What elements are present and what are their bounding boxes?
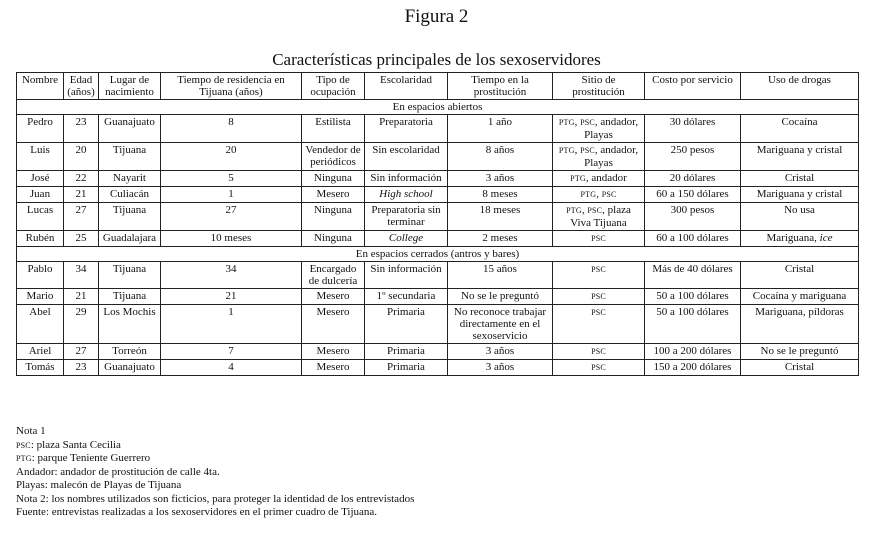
table-cell: Primaria xyxy=(365,360,448,376)
table-cell: 34 xyxy=(161,262,302,289)
table-cell: Mesero xyxy=(302,344,365,360)
table-cell: 21 xyxy=(64,187,99,203)
table-cell: PTG, PSC xyxy=(553,187,645,203)
table-cell: 22 xyxy=(64,171,99,187)
table-cell: 20 xyxy=(161,143,302,171)
header-cell: Escolaridad xyxy=(365,73,448,100)
table-cell: No reconoce trabajar directamente en el sexoservicio xyxy=(448,305,553,344)
table-cell: Sin información xyxy=(365,171,448,187)
table-cell: 150 a 200 dólares xyxy=(645,360,741,376)
table-cell: Ariel xyxy=(17,344,64,360)
table-cell: PTG, andador xyxy=(553,171,645,187)
table-cell: Primaria xyxy=(365,344,448,360)
table-cell: 4 xyxy=(161,360,302,376)
table-cell: Juan xyxy=(17,187,64,203)
table-cell: No se le preguntó xyxy=(448,289,553,305)
table-cell: 10 meses xyxy=(161,231,302,247)
note-line: PTG: parque Teniente Guerrero xyxy=(16,452,151,464)
table-row xyxy=(17,289,859,305)
table-cell: Cocaína xyxy=(741,115,859,143)
table-cell: 5 xyxy=(161,171,302,187)
table-cell: Mariguana, ice xyxy=(741,231,859,247)
table-cell: 18 meses xyxy=(448,203,553,231)
table-cell: José xyxy=(17,171,64,187)
header-cell: Tiempo de residencia en Tijuana (años) xyxy=(161,73,302,100)
data-table xyxy=(16,72,859,376)
table-cell: 15 años xyxy=(448,262,553,289)
table-cell: 27 xyxy=(64,344,99,360)
table-cell: Torreón xyxy=(99,344,161,360)
section-row xyxy=(17,247,859,262)
table-row xyxy=(17,115,859,143)
section-label: En espacios abiertos xyxy=(17,100,859,115)
table-title: Características principales de los sexoservidores xyxy=(272,50,601,69)
table-cell: Guanajuato xyxy=(99,360,161,376)
table-cell: PSC xyxy=(553,289,645,305)
header-cell: Tipo de ocupación xyxy=(302,73,365,100)
table-cell: Tijuana xyxy=(99,289,161,305)
table-row xyxy=(17,187,859,203)
table-cell: Mariguana y cristal xyxy=(741,187,859,203)
table-cell: Mario xyxy=(17,289,64,305)
table-cell: Tijuana xyxy=(99,203,161,231)
table-cell: 1º secundaria xyxy=(365,289,448,305)
table-cell: Mesero xyxy=(302,360,365,376)
note-line: Andador: andador de prostitución de calle 4ta. xyxy=(16,465,220,478)
note-line: Fuente: entrevistas realizadas a los sexoservidores en el primer cuadro de Tijuana. xyxy=(16,506,378,518)
table-cell: 25 xyxy=(64,231,99,247)
table-cell: Cristal xyxy=(741,262,859,289)
header-cell: Sitio de prostitución xyxy=(553,73,645,100)
table-cell: Lucas xyxy=(17,203,64,231)
table-cell: Sin escolaridad xyxy=(365,143,448,171)
note-line: Playas: malecón de Playas de Tijuana xyxy=(16,479,182,491)
table-row xyxy=(17,360,859,376)
table-cell: 30 dólares xyxy=(645,115,741,143)
table-cell: PTG, PSC, andador, Playas xyxy=(553,143,645,171)
table-cell: Pedro xyxy=(17,115,64,143)
header-row xyxy=(17,73,859,100)
table-cell: No usa xyxy=(741,203,859,231)
section-row xyxy=(17,100,859,115)
table-cell: Encargado de dulcería xyxy=(302,262,365,289)
table-cell: 23 xyxy=(64,360,99,376)
table-cell: 50 a 100 dólares xyxy=(645,305,741,344)
table-cell: Ninguna xyxy=(302,171,365,187)
header-cell: Uso de drogas xyxy=(741,73,859,100)
table-cell: 1 año xyxy=(448,115,553,143)
table-cell: PSC xyxy=(553,360,645,376)
section-label: En espacios cerrados (antros y bares) xyxy=(17,247,859,262)
table-cell: 21 xyxy=(161,289,302,305)
table-cell: Abel xyxy=(17,305,64,344)
table-row xyxy=(17,171,859,187)
figure-title: Figura 2 xyxy=(404,6,469,27)
table-cell: Preparatoria sin terminar xyxy=(365,203,448,231)
table-cell: PSC xyxy=(553,305,645,344)
table-row xyxy=(17,231,859,247)
note-line: Nota 2: los nombres utilizados son ficticios, para proteger la identidad de los entrevistados xyxy=(16,492,415,505)
table-cell: Tomás xyxy=(17,360,64,376)
table-cell: High school xyxy=(365,187,448,203)
table-row xyxy=(17,143,859,171)
header-cell: Costo por servicio xyxy=(645,73,741,100)
table-cell: 21 xyxy=(64,289,99,305)
table-cell: 23 xyxy=(64,115,99,143)
table-cell: 7 xyxy=(161,344,302,360)
table-cell: College xyxy=(365,231,448,247)
table-cell: 50 a 100 dólares xyxy=(645,289,741,305)
table-cell: Mesero xyxy=(302,187,365,203)
table-cell: Primaria xyxy=(365,305,448,344)
note-line: PSC: plaza Santa Cecilia xyxy=(16,438,121,451)
table-cell: PTG, PSC, plaza Viva Tijuana xyxy=(553,203,645,231)
header-cell: Tiempo en la prostitución xyxy=(448,73,553,100)
table-cell: 250 pesos xyxy=(645,143,741,171)
table-cell: PTG, PSC, andador, Playas xyxy=(553,115,645,143)
header-cell: Nombre xyxy=(17,73,64,100)
table-cell: 1 xyxy=(161,305,302,344)
table-cell: 100 a 200 dólares xyxy=(645,344,741,360)
table-cell: 1 xyxy=(161,187,302,203)
table-cell: 20 xyxy=(64,143,99,171)
table-cell: Mariguana y cristal xyxy=(741,143,859,171)
table-cell: 27 xyxy=(64,203,99,231)
table-cell: Guadalajara xyxy=(99,231,161,247)
table-cell: PSC xyxy=(553,262,645,289)
table-row xyxy=(17,203,859,231)
table-cell: 8 xyxy=(161,115,302,143)
table-cell: 60 a 100 dólares xyxy=(645,231,741,247)
table-cell: Estilista xyxy=(302,115,365,143)
table-cell: Guanajuato xyxy=(99,115,161,143)
table-cell: Pablo xyxy=(17,262,64,289)
table-cell: 20 dólares xyxy=(645,171,741,187)
table-cell: Rubén xyxy=(17,231,64,247)
table-cell: Cocaína y mariguana xyxy=(741,289,859,305)
header-cell: Lugar de nacimiento xyxy=(99,73,161,100)
table-cell: 60 a 150 dólares xyxy=(645,187,741,203)
table-cell: Luis xyxy=(17,143,64,171)
table-cell: Vendedor de periódicos xyxy=(302,143,365,171)
table-notes xyxy=(16,425,414,520)
table-cell: Tijuana xyxy=(99,262,161,289)
table-cell: Ninguna xyxy=(302,203,365,231)
table-cell: 34 xyxy=(64,262,99,289)
table-row xyxy=(17,344,859,360)
table-row xyxy=(17,262,859,289)
table-cell: 29 xyxy=(64,305,99,344)
table-cell: 2 meses xyxy=(448,231,553,247)
table-cell: PSC xyxy=(553,344,645,360)
table-cell: Mesero xyxy=(302,305,365,344)
table-cell: Los Mochis xyxy=(99,305,161,344)
table-cell: Mesero xyxy=(302,289,365,305)
table-cell: 3 años xyxy=(448,360,553,376)
table-cell: 8 años xyxy=(448,143,553,171)
table-cell: 8 meses xyxy=(448,187,553,203)
table-cell: Cristal xyxy=(741,171,859,187)
table-cell: 3 años xyxy=(448,344,553,360)
table-cell: Nayarit xyxy=(99,171,161,187)
table-row xyxy=(17,305,859,344)
header-cell: Edad (años) xyxy=(64,73,99,100)
table-cell: Preparatoria xyxy=(365,115,448,143)
table-cell: 300 pesos xyxy=(645,203,741,231)
note-line: Nota 1 xyxy=(16,425,46,437)
table-cell: Cristal xyxy=(741,360,859,376)
table-cell: Mariguana, píldoras xyxy=(741,305,859,344)
table-cell: PSC xyxy=(553,231,645,247)
table-cell: Ninguna xyxy=(302,231,365,247)
table-cell: 3 años xyxy=(448,171,553,187)
table-cell: Sin información xyxy=(365,262,448,289)
table-cell: Culiacán xyxy=(99,187,161,203)
table-cell: 27 xyxy=(161,203,302,231)
table-cell: No se le preguntó xyxy=(741,344,859,360)
table-cell: Tijuana xyxy=(99,143,161,171)
table-cell: Más de 40 dólares xyxy=(645,262,741,289)
